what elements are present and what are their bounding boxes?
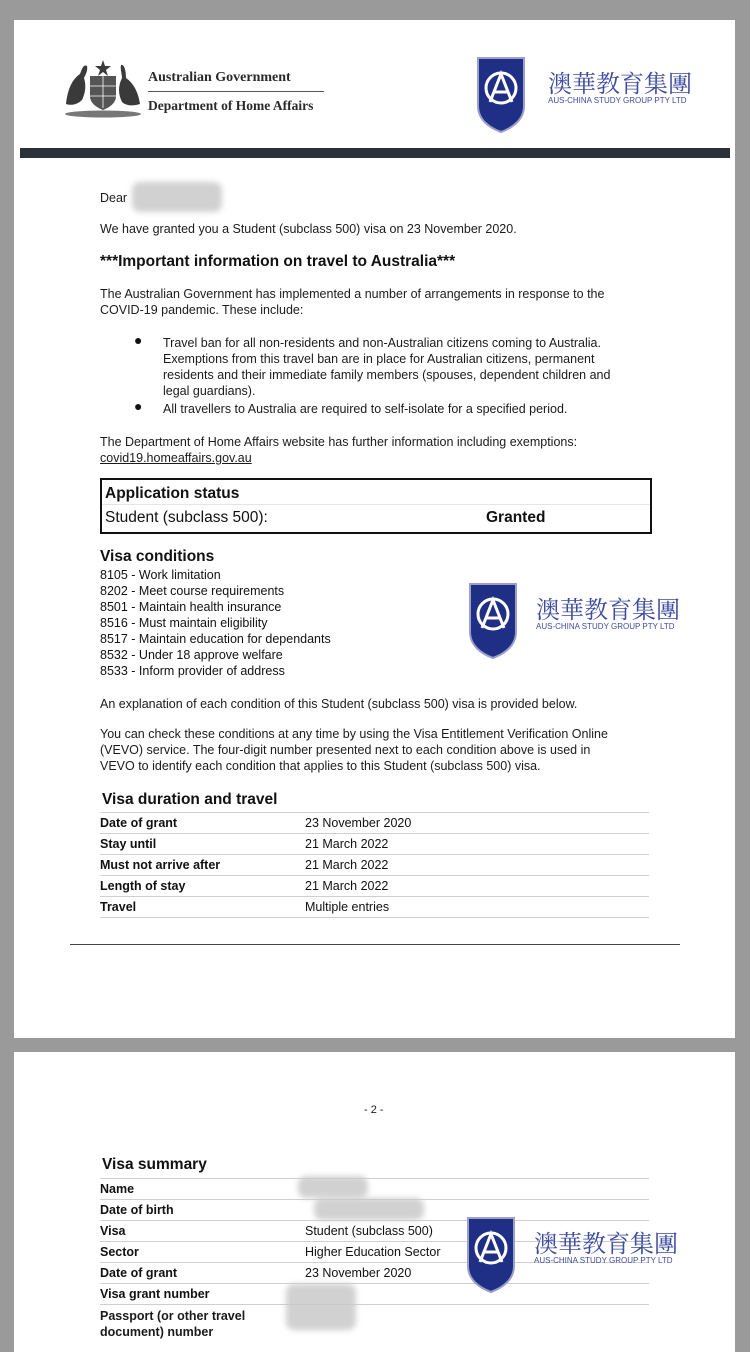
table-row: [100, 855, 649, 876]
condition-item: 8202 - Meet course requirements: [100, 584, 285, 598]
condition-item: 8516 - Must maintain eligibility: [100, 616, 268, 630]
row-label: Length of stay: [100, 879, 186, 893]
brand-name-chinese: 澳華教育集團: [548, 70, 692, 98]
row-value: Higher Education Sector: [305, 1245, 441, 1259]
row-value: 23 November 2020: [305, 816, 412, 830]
condition-item: 8533 - Inform provider of address: [100, 664, 285, 678]
row-label: Date of birth: [100, 1203, 174, 1217]
application-status-box: [100, 478, 652, 534]
row-label: Name: [100, 1182, 135, 1196]
table-row: [100, 897, 649, 918]
visa-conditions-title: Visa conditions: [100, 548, 215, 565]
brand-name-chinese: 澳華教育集團: [536, 596, 680, 624]
row-label: Travel: [100, 900, 137, 914]
conditions-explanation: An explanation of each condition of this Student (subclass 500) visa is provided below.: [100, 697, 578, 711]
australian-coat-of-arms-icon: [60, 56, 146, 118]
bullet-1-line-1: Travel ban for all non-residents and non-Australian citizens coming to Australia.: [163, 336, 601, 350]
brand-name-english: AUS-CHINA STUDY GROUP PTY LTD: [548, 96, 687, 105]
row-value: 23 November 2020: [305, 1266, 412, 1280]
condition-item: 8517 - Maintain education for dependants: [100, 632, 331, 646]
brand-name-english: AUS-CHINA STUDY GROUP PTY LTD: [536, 622, 675, 631]
government-title-block: [148, 70, 324, 114]
bullet-dot: ●: [134, 332, 143, 348]
table-row: [100, 834, 649, 855]
bullet-1-line-2: Exemptions from this travel ban are in place for Australian citizens, permanent: [163, 352, 595, 366]
row-label: Stay until: [100, 837, 157, 851]
bullet-1-line-3: residents and their immediate family members (spouses, dependent children and: [163, 368, 611, 382]
bullet-1-line-4: legal guardians).: [163, 384, 256, 398]
letter-page-2: [14, 1052, 735, 1352]
intro-line-1: The Australian Government has implemented a number of arrangements in response to the: [100, 287, 605, 301]
intro-line-2: COVID-19 pandemic. These include:: [100, 303, 304, 317]
table-row: [100, 1179, 649, 1200]
website-line: The Department of Home Affairs website has further information including exemptions:: [100, 435, 578, 449]
watermark-logo: [468, 582, 708, 662]
brand-name-chinese: 澳華教育集團: [534, 1230, 678, 1258]
row-label: Must not arrive after: [100, 858, 221, 872]
visa-summary-title: Visa summary: [102, 1156, 207, 1173]
redacted-name: [298, 1176, 368, 1198]
page-end-rule: [70, 944, 680, 945]
shield-logo-icon: [466, 1216, 516, 1294]
shield-logo-icon: [476, 56, 526, 134]
condition-item: 8501 - Maintain health insurance: [100, 600, 282, 614]
condition-item: 8532 - Under 18 approve welfare: [100, 648, 283, 662]
condition-item: 8105 - Work limitation: [100, 568, 221, 582]
watermark-logo: [466, 1216, 706, 1296]
table-row: [100, 813, 649, 834]
redacted-date-of-birth: [314, 1198, 424, 1220]
row-value: Multiple entries: [305, 900, 390, 914]
salutation: Dear: [100, 191, 128, 205]
header-bar: [20, 148, 730, 158]
bullet-dot: ●: [134, 398, 143, 414]
brand-name-english: AUS-CHINA STUDY GROUP PTY LTD: [534, 1256, 673, 1265]
website-link[interactable]: covid19.homeaffairs.gov.au: [100, 451, 252, 465]
row-label-continued: document) number: [100, 1325, 214, 1339]
row-label: Sector: [100, 1245, 139, 1259]
row-label: Date of grant: [100, 816, 178, 830]
page-number: - 2 -: [364, 1104, 384, 1116]
row-label: Passport (or other travel: [100, 1309, 246, 1323]
table-row: [100, 876, 649, 897]
title-divider: [148, 91, 324, 92]
row-label: Date of grant: [100, 1266, 178, 1280]
status-divider: [102, 504, 650, 505]
vevo-line-2: (VEVO) service. The four-digit number presented next to each condition above is used in: [100, 743, 591, 757]
government-name: Australian Government: [148, 70, 291, 85]
row-label: Visa grant number: [100, 1287, 210, 1301]
row-value: 21 March 2022: [305, 837, 389, 851]
application-status-title: Application status: [105, 485, 240, 502]
brand-logo-header: [476, 56, 716, 136]
redacted-name: [132, 182, 222, 212]
row-label: Visa: [100, 1224, 126, 1238]
redacted-grant-and-passport: [286, 1284, 356, 1330]
application-status-value: Granted: [486, 509, 546, 526]
row-value: Student (subclass 500): [305, 1224, 433, 1238]
letter-page-1: [14, 20, 735, 1038]
grant-sentence: We have granted you a Student (subclass 500) visa on 23 November 2020.: [100, 222, 517, 236]
visa-duration-title: Visa duration and travel: [102, 791, 278, 808]
important-info-heading: ***Important information on travel to Australia***: [100, 253, 456, 270]
shield-logo-icon: [468, 582, 518, 660]
vevo-line-1: You can check these conditions at any time by using the Visa Entitlement Verification Online: [100, 727, 608, 741]
vevo-line-3: VEVO to identify each condition that applies to this Student (subclass 500) visa.: [100, 759, 541, 773]
department-name: Department of Home Affairs: [148, 98, 314, 113]
application-status-visa: Student (subclass 500):: [105, 509, 268, 526]
row-value: 21 March 2022: [305, 879, 389, 893]
bullet-2: All travellers to Australia are required to self-isolate for a specified period.: [163, 402, 568, 416]
row-value: 21 March 2022: [305, 858, 389, 872]
